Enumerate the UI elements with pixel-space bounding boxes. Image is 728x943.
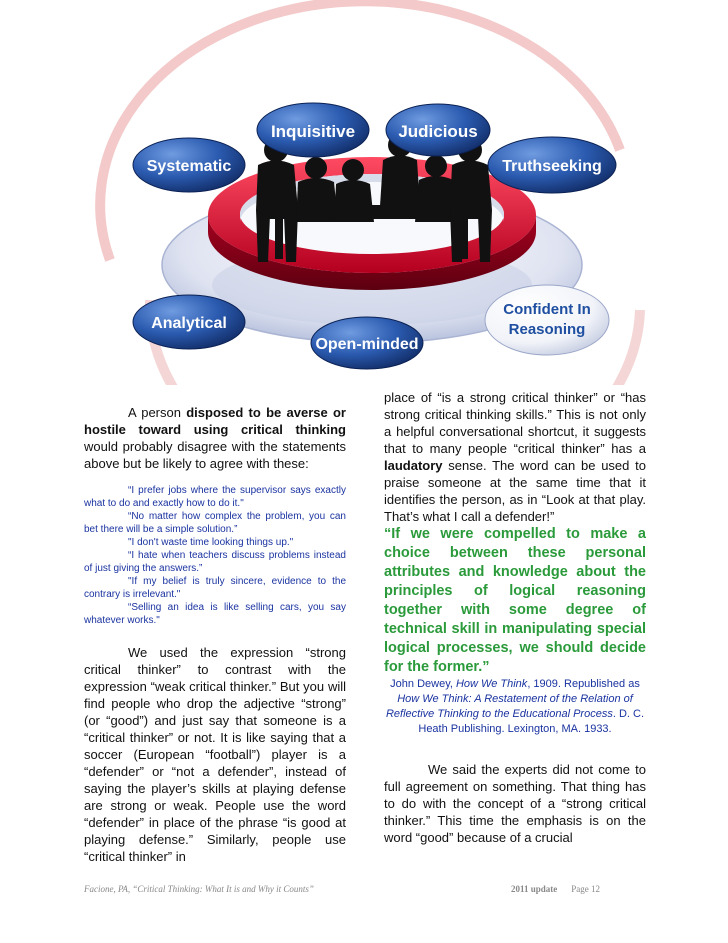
dewey-pull-quote: “If we were compelled to make a choice between these personal attributes and knowledge about the principles of logical reasoning together with some degree of technical skill in manipulating special logical processes, we should decide for the former.” [384, 526, 646, 675]
averse-quote: "If my belief is truly sincere, evidence to the contrary is irrelevant." [84, 576, 346, 600]
averse-quote: “Selling an idea is like selling cars, you say whatever works." [84, 602, 346, 626]
confident-label-line1: Confident In [503, 301, 591, 318]
footer-page-number: Page 12 [571, 884, 601, 894]
citation-mid: , 1909. Republished as [527, 678, 640, 690]
citation-title: How We Think [455, 678, 528, 690]
confident-in-reasoning-bubble [485, 285, 609, 355]
right-column [384, 389, 646, 846]
critical-thinking-dispositions-figure [0, 0, 728, 385]
systematic-bubble [133, 138, 245, 192]
left-column [84, 404, 346, 865]
open-minded-label: Open-minded [315, 336, 419, 353]
inquisitive-label: Inquisitive [270, 122, 356, 141]
laudatory-text: place of “is a strong critical thinker” or “has strong critical thinking skills.” This is not only a helpful conversational shortcut, it suggests that to many people “critical thinker” has a [384, 390, 646, 456]
strong-critical-thinker-paragraph: We used the expression “strong critical thinker” to contrast with the expression “weak critical thinker.” But you will find people who drop the adjective “strong” (or “good”) and just say that someone is a “critical thinker” or not. It is like saying that a soccer (European “football”) player is a “defender” or “not a defender”, instead of saying the player’s skills at playing defense are strong or weak. People use the word “defender” in place of the phrase “is good at playing defense.” Similarly, people use “critical thinker” in [84, 645, 346, 864]
citation-publisher: . D. C. Heath Publishing. Lexington, MA. 1933. [418, 708, 644, 735]
analytical-bubble [133, 295, 245, 349]
dewey-citation [384, 677, 646, 737]
open-minded-bubble [311, 317, 423, 369]
laudatory-bold: laudatory [384, 458, 443, 473]
averse-quote: "I don't waste time looking things up." [128, 537, 294, 548]
averse-quote: “No matter how complex the problem, you can bet there will be a simple solution.” [84, 511, 346, 535]
citation-title-republished: How We Think: A Restatement of the Relation of Reflective Thinking to the Educational Process [385, 693, 633, 720]
experts-paragraph: We said the experts did not come to full agreement on something. That thing has to do with the concept of a “strong critical thinker.” This time the emphasis is on the word “good” because of a crucial [384, 762, 646, 845]
averse-quote: “I prefer jobs where the supervisor says exactly what to do and exactly how to do it." [84, 485, 346, 509]
laudatory-text-end: sense. The word can be used to praise someone at the same time that it identifies the person, as in “Look at that play. That’s what I call a defender!” [384, 458, 646, 524]
confident-label-line2: Reasoning [508, 321, 586, 338]
footer-citation: Facione, PA, “Critical Thinking: What It is and Why it Counts” [84, 884, 314, 894]
truthseeking-bubble [488, 137, 616, 193]
inquisitive-bubble [257, 103, 369, 157]
laudatory-paragraph [384, 389, 646, 525]
intro-text: A person [128, 405, 187, 420]
intro-bold-text: disposed to be averse or hostile toward using critical thinking [84, 405, 346, 437]
intro-text-end: would probably disagree with the statements above but be likely to agree with these: [84, 439, 346, 471]
judicious-bubble [386, 104, 490, 156]
systematic-label: Systematic [146, 158, 232, 175]
judicious-label: Judicious [398, 122, 478, 141]
truthseeking-label: Truthseeking [502, 158, 602, 175]
footer-page-info [511, 884, 600, 894]
footer-edition: 2011 update [511, 884, 558, 894]
averse-intro-paragraph [84, 404, 346, 472]
averse-quotes-list [84, 484, 346, 627]
analytical-label: Analytical [151, 315, 227, 332]
averse-quote: “I hate when teachers discuss problems instead of just giving the answers.” [84, 550, 346, 574]
citation-author: John Dewey, [390, 678, 456, 690]
